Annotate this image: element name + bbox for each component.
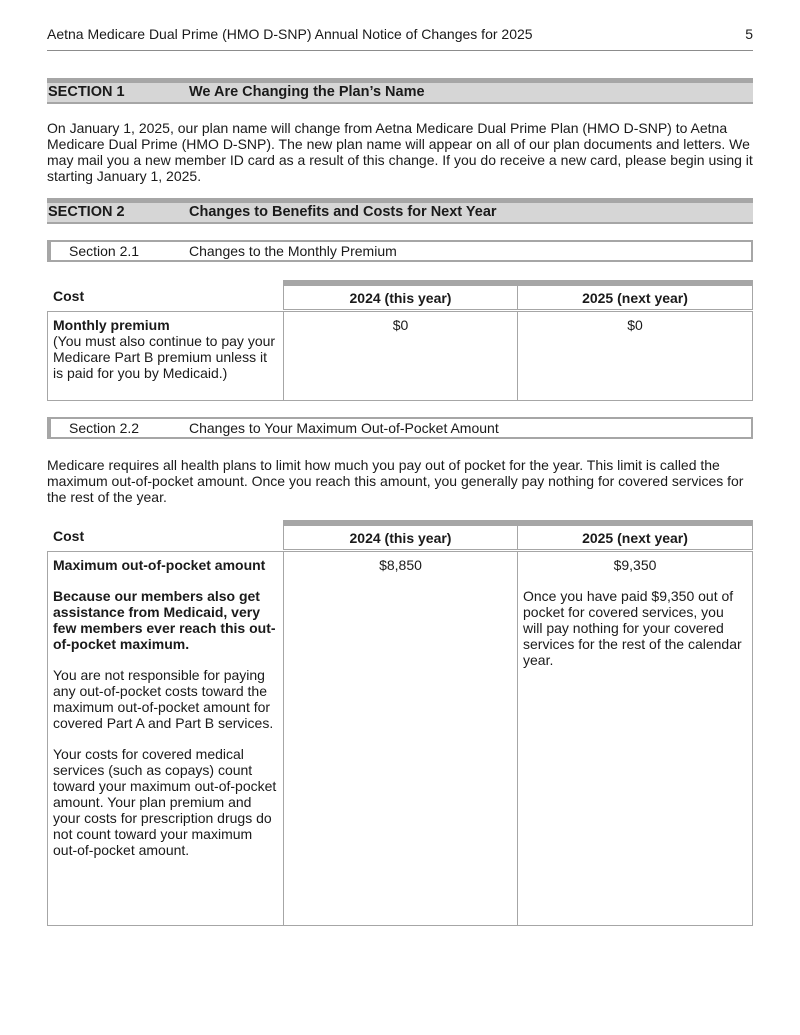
max-oop-2025-cell [517, 551, 753, 926]
page-header [47, 26, 753, 51]
section-1-title: We Are Changing the Plan’s Name [189, 84, 425, 100]
row-bold-note: Because our members also get assistance from Medicaid, very few members ever reach this out-of-pocket maximum. [53, 588, 276, 652]
section-1-number: SECTION 1 [48, 84, 125, 100]
section-2-2-heading [47, 417, 753, 439]
row-label: Maximum out-of-pocket amount [53, 557, 266, 573]
section-2-heading [47, 198, 753, 224]
max-out-of-pocket-table [47, 520, 753, 926]
column-2025-header: 2025 (next year) [517, 526, 753, 550]
section-2-title: Changes to Benefits and Costs for Next Year [189, 204, 497, 220]
column-2024-header: 2024 (this year) [283, 526, 518, 550]
monthly-premium-row-label [47, 311, 284, 401]
max-oop-2025-note: Once you have paid $9,350 out of pocket for covered services, you will pay nothing for your covered services for the rest of the calendar year. [523, 588, 742, 668]
cost-column-label: Cost [53, 288, 85, 304]
section-2-number: SECTION 2 [48, 204, 125, 220]
section-2-2-intro: Medicare requires all health plans to limit how much you pay out of pocket for the year. This limit is called the maximum out-of-pocket amount. Once you reach this amount, you generally pay nothing for covered services for the rest of the year. [47, 457, 744, 505]
max-oop-2025-value: $9,350 [613, 557, 657, 573]
max-oop-row-label [47, 551, 284, 926]
section-2-1-heading [47, 240, 753, 262]
row-label: Monthly premium [53, 317, 170, 333]
section-2-2-number: Section 2.2 [69, 420, 140, 436]
section-2-2-title: Changes to Your Maximum Out-of-Pocket Amount [189, 420, 499, 436]
monthly-premium-2024-value: $0 [283, 311, 518, 401]
monthly-premium-2025-value: $0 [517, 311, 753, 401]
monthly-premium-table [47, 280, 753, 401]
page-number: 5 [745, 26, 753, 42]
section-1-body: On January 1, 2025, our plan name will change from Aetna Medicare Dual Prime Plan (HMO D-SNP) to Aetna Medicare Dual Prime (HMO D-SNP). The new plan name will appear on all of our plan documents and letters. We may mail you a new member ID card as a result of this change. If you do receive a new card, please begin using it starting January 1, 2025. [47, 120, 753, 184]
row-note-2: Your costs for covered medical services (such as copays) count toward your maximum out-of-pocket amount. Your plan premium and your costs for prescription drugs do not count toward your maximum out-of-pocket amount. [53, 746, 277, 858]
section-2-1-title: Changes to the Monthly Premium [189, 243, 397, 259]
header-title: Aetna Medicare Dual Prime (HMO D-SNP) Annual Notice of Changes for 2025 [47, 26, 533, 42]
row-note: (You must also continue to pay your Medicare Part B premium unless it is paid for you by Medicaid.) [53, 333, 276, 381]
section-2-1-number: Section 2.1 [69, 243, 140, 259]
row-note-1: You are not responsible for paying any out-of-pocket costs toward the maximum out-of-pocket amount for covered Part A and Part B services. [53, 667, 274, 731]
cost-column-label: Cost [53, 528, 85, 544]
max-oop-2024-value: $8,850 [283, 551, 518, 926]
column-2025-header: 2025 (next year) [517, 286, 753, 310]
section-1-heading [47, 78, 753, 104]
column-2024-header: 2024 (this year) [283, 286, 518, 310]
